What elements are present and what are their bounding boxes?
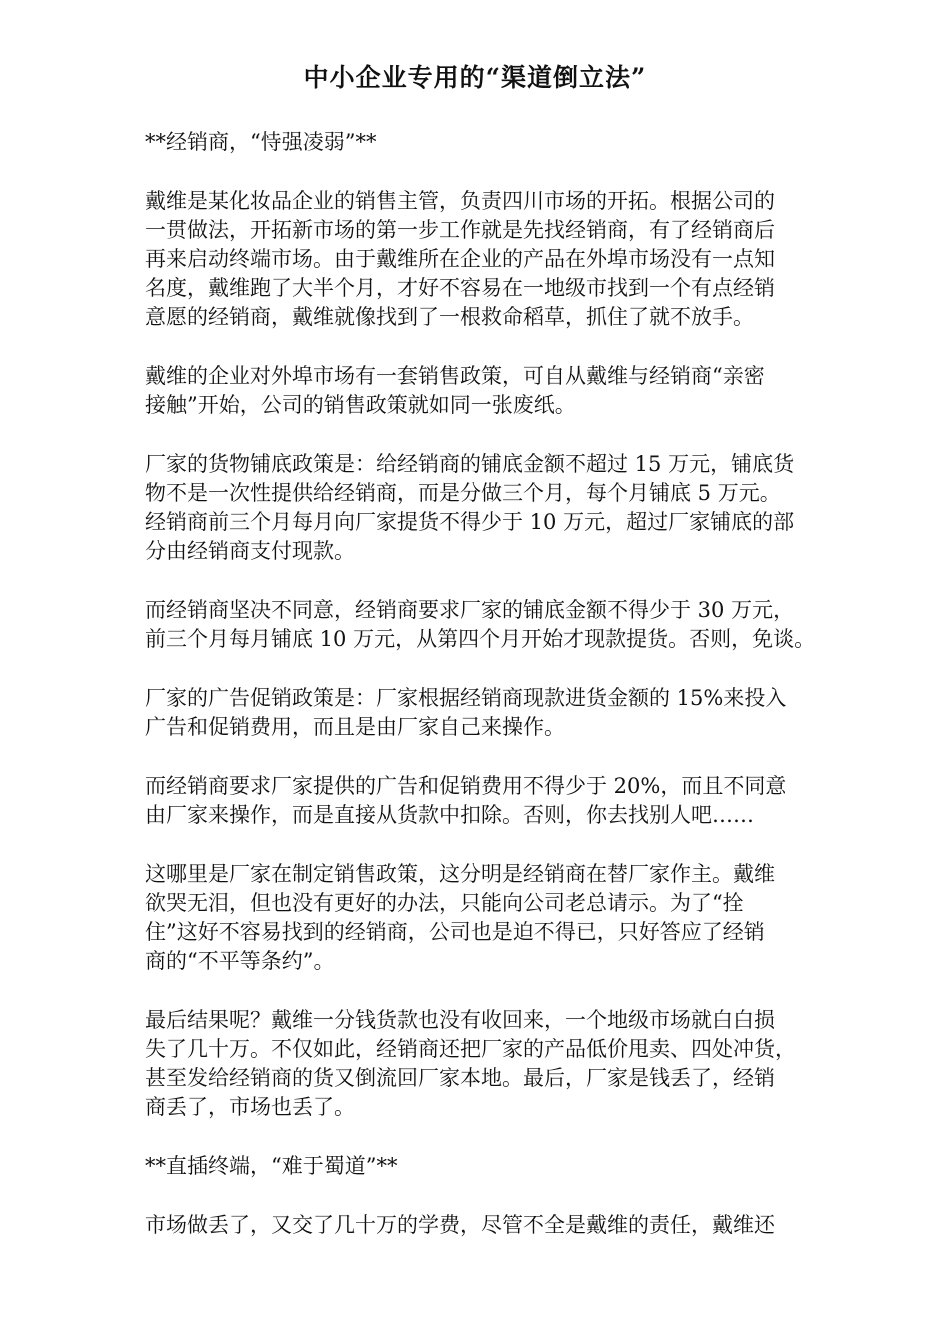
text-line: 欲哭无泪，但也没有更好的办法，只能向公司老总请示。为了“拴	[145, 891, 744, 915]
text-line: 而经销商要求厂家提供的广告和促销费用不得少于 20%，而且不同意	[145, 774, 787, 798]
paragraph	[145, 684, 905, 742]
text-line: 厂家的货物铺底政策是：给经销商的铺底金额不超过 15 万元，铺底货	[145, 452, 795, 476]
text-line: 经销商前三个月每月向厂家提货不得少于 10 万元，超过厂家铺底的部	[145, 510, 795, 534]
paragraph	[145, 860, 905, 976]
paragraph	[145, 772, 905, 830]
paragraph	[145, 128, 905, 157]
text-line: 名度，戴维跑了大半个月，才好不容易在一地级市找到一个有点经销	[145, 276, 775, 300]
text-line: 物不是一次性提供给经销商，而是分做三个月，每个月铺底 5 万元。	[145, 481, 781, 505]
paragraph	[145, 450, 905, 566]
text-line: 戴维的企业对外埠市场有一套销售政策，可自从戴维与经销商“亲密	[145, 364, 765, 388]
text-line: 戴维是某化妆品企业的销售主管，负责四川市场的开拓。根据公司的	[145, 189, 775, 213]
text-line: 意愿的经销商，戴维就像找到了一根救命稻草，抓住了就不放手。	[145, 305, 754, 329]
text-line: 厂家的广告促销政策是：厂家根据经销商现款进货金额的 15%来投入	[145, 686, 787, 710]
text-line: 商的“不平等条约”。	[145, 949, 335, 973]
text-line: 最后结果呢？戴维一分钱货款也没有收回来，一个地级市场就白白损	[145, 1008, 775, 1032]
text-line: 一贯做法，开拓新市场的第一步工作就是先找经销商，有了经销商后	[145, 218, 775, 242]
page-title: 中小企业专用的“渠道倒立法”	[303, 63, 647, 92]
text-line: 而经销商坚决不同意，经销商要求厂家的铺底金额不得少于 30 万元，	[145, 598, 795, 622]
text-line: 商丢了，市场也丢了。	[145, 1095, 355, 1119]
paragraph	[145, 362, 905, 420]
text-line: **直插终端，“难于蜀道”**	[145, 1154, 398, 1178]
text-line: 住”这好不容易找到的经销商，公司也是迫不得已，只好答应了经销	[145, 920, 765, 944]
text-line: 由厂家来操作，而是直接从货款中扣除。否则，你去找别人吧……	[145, 803, 754, 827]
text-line: 甚至发给经销商的货又倒流回厂家本地。最后，厂家是钱丢了，经销	[145, 1066, 775, 1090]
text-line: 市场做丢了，又交了几十万的学费，尽管不全是戴维的责任，戴维还	[145, 1213, 775, 1237]
paragraph	[145, 187, 905, 332]
text-line: 失了几十万。不仅如此，经销商还把厂家的产品低价甩卖、四处冲货，	[145, 1037, 796, 1061]
paragraph	[145, 1211, 905, 1240]
text-line: 分由经销商支付现款。	[145, 539, 355, 563]
paragraph	[145, 1152, 905, 1181]
document-body	[145, 128, 905, 1270]
text-line: 这哪里是厂家在制定销售政策，这分明是经销商在替厂家作主。戴维	[145, 862, 775, 886]
text-line: 再来启动终端市场。由于戴维所在企业的产品在外埠市场没有一点知	[145, 247, 775, 271]
text-line: 广告和促销费用，而且是由厂家自己来操作。	[145, 715, 565, 739]
paragraph	[145, 596, 905, 654]
text-line: 前三个月每月铺底 10 万元，从第四个月开始才现款提货。否则，免谈。	[145, 627, 816, 651]
paragraph	[145, 1006, 905, 1122]
text-line: **经销商，“恃强凌弱”**	[145, 130, 377, 154]
text-line: 接触”开始，公司的销售政策就如同一张废纸。	[145, 393, 576, 417]
